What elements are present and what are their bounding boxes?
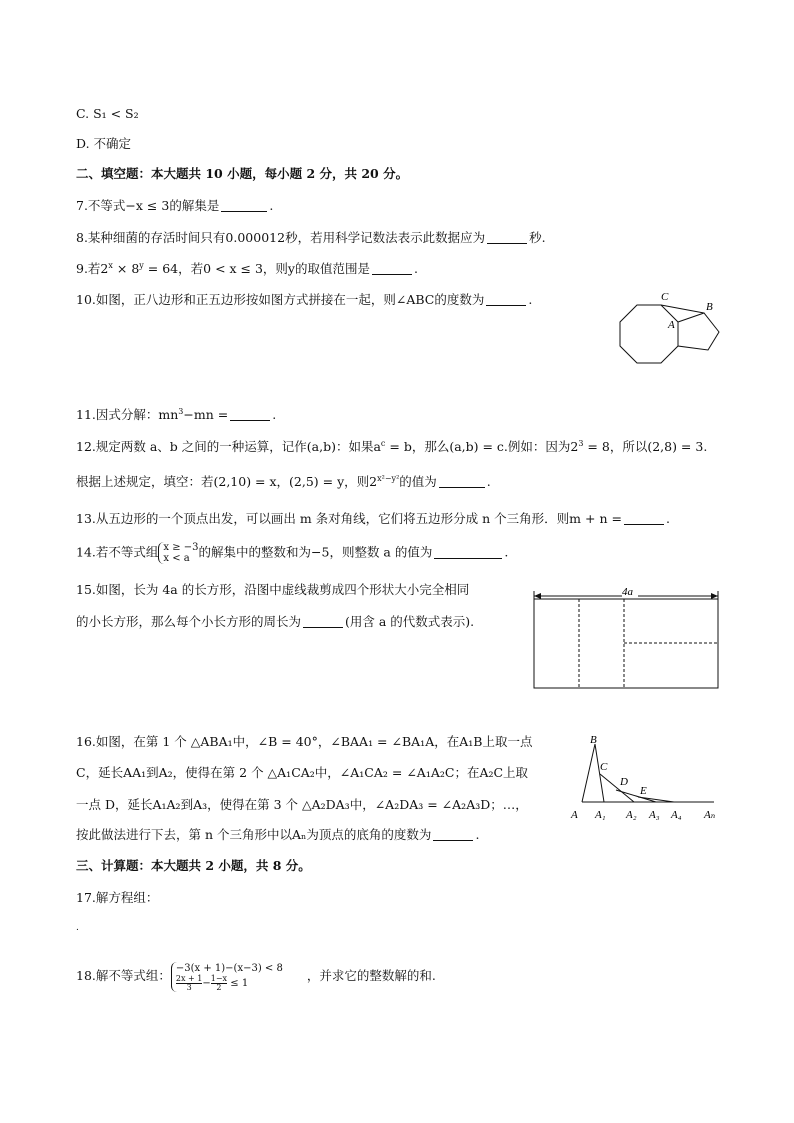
question-17-dot: . bbox=[76, 923, 79, 933]
option-c: C. S₁ < S₂ bbox=[76, 106, 139, 121]
label-b: B bbox=[590, 734, 597, 746]
label-a: A bbox=[668, 319, 675, 331]
question-15-line-1: 15.如图，长为 4a 的长方形，沿图中虚线裁剪成四个形状大小完全相同 bbox=[76, 582, 470, 597]
question-8: 8.某种细菌的存活时间只有0.000012秒，若用科学记数法表示此数据应为 秒. bbox=[76, 230, 546, 245]
fraction: $\frac{1-x}{2}$ bbox=[210, 973, 228, 992]
section-3-title: 三、计算题：本大题共 2 小题，共 8 分。 bbox=[76, 858, 311, 873]
label-a: A bbox=[571, 809, 578, 821]
label-a2: A₂ bbox=[626, 809, 637, 821]
question-16-line-2: C，延长AA₁到A₂，使得在第 2 个 △A₁CA₂中，∠A₁CA₂ = ∠A₁A₂C；在A₂C上取 bbox=[76, 765, 529, 780]
label-d: D bbox=[620, 776, 628, 788]
triangle-sequence-figure bbox=[568, 732, 728, 824]
answer-blank[interactable] bbox=[372, 262, 412, 275]
answer-blank[interactable] bbox=[433, 828, 473, 841]
question-17: 17.解方程组： bbox=[76, 890, 159, 905]
question-16-line-3: 一点 D，延长A₁A₂到A₃，使得在第 3 个 △A₂DA₃中，∠A₂DA₃ = ∠A₂A₃D；…， bbox=[76, 797, 528, 812]
question-15-line-2: 的小长方形，那么每个小长方形的周长为 (用含 a 的代数式表示). bbox=[76, 614, 475, 629]
question-12-line-1: 12.规定两数 a、b 之间的一种运算，记作(a,b)：如果$a^c = b$，那么(a,b) = c.例如：因为$2^3 = 8$，所以(2,8) = 3. bbox=[76, 438, 708, 454]
octagon-pentagon-figure bbox=[616, 286, 726, 364]
answer-blank[interactable] bbox=[487, 231, 527, 244]
label-an: Aₙ bbox=[704, 809, 716, 821]
question-14: 14.若不等式组 x ≥ −3 x < a 的解集中的整数和为−5，则整数 a 的值为 . bbox=[76, 542, 509, 564]
inequality-system: −3(x + 1)−(x−3) < 8 $\frac{2x + 1}{3}$ − $\frac{1-x}{2}$ ≤ 1 bbox=[171, 962, 283, 992]
answer-blank[interactable] bbox=[624, 512, 664, 525]
answer-blank[interactable] bbox=[230, 408, 270, 421]
question-16-line-4: 按此做法进行下去，第 n 个三角形中以Aₙ为顶点的底角的度数为 . bbox=[76, 827, 480, 842]
question-16-line-1: 16.如图，在第 1 个 △ABA₁中，∠B = 40°，∠BAA₁ = ∠BA₁A，在A₁B上取一点 bbox=[76, 734, 533, 749]
label-b: B bbox=[706, 301, 713, 313]
label-e: E bbox=[640, 785, 647, 797]
section-2-title: 二、填空题：本大题共 10 小题，每小题 2 分，共 20 分。 bbox=[76, 166, 409, 181]
question-11: 11.因式分解：$mn^3-mn$ = . bbox=[76, 406, 277, 422]
fraction: $\frac{2x + 1}{3}$ bbox=[175, 973, 203, 992]
question-9: 9.若$2^x \times 8^y = 64$，若0 < x ≤ 3，则y的取值范围是 . bbox=[76, 260, 418, 276]
answer-blank[interactable] bbox=[434, 546, 502, 559]
answer-blank[interactable] bbox=[486, 293, 526, 306]
question-18: 18.解不等式组： −3(x + 1)−(x−3) < 8 $\frac{2x + 1}{3}$ − $\frac{1-x}{2}$ ≤ 1 ，并求它的整数解的和. bbox=[76, 962, 436, 992]
question-10: 10.如图，正八边形和正五边形按如图方式拼接在一起，则∠ABC的度数为 . bbox=[76, 292, 533, 307]
inequality-system: x ≥ −3 x < a bbox=[158, 542, 198, 564]
label-a4: A₄ bbox=[671, 809, 682, 821]
answer-blank[interactable] bbox=[303, 615, 343, 628]
answer-blank[interactable] bbox=[221, 199, 267, 212]
answer-blank[interactable] bbox=[439, 475, 485, 488]
option-d: D. 不确定 bbox=[76, 136, 132, 151]
rectangle-cut-figure bbox=[528, 583, 724, 691]
question-13: 13.从五边形的一个顶点出发，可以画出 m 条对角线，它们将五边形分成 n 个三角形．则m + n = . bbox=[76, 511, 670, 526]
question-7: 7.不等式−x ≤ 3的解集是 . bbox=[76, 198, 274, 213]
question-12-line-2: 根据上述规定，填空：若(2,10) = x，(2,5) = y，则$2^{x^2-y^2}$的值为 . bbox=[76, 473, 491, 489]
label-a1: A₁ bbox=[595, 809, 606, 821]
label-c: C bbox=[661, 291, 669, 303]
dimension-label: 4a bbox=[622, 586, 633, 598]
label-a3: A₃ bbox=[649, 809, 660, 821]
label-c: C bbox=[600, 761, 608, 773]
